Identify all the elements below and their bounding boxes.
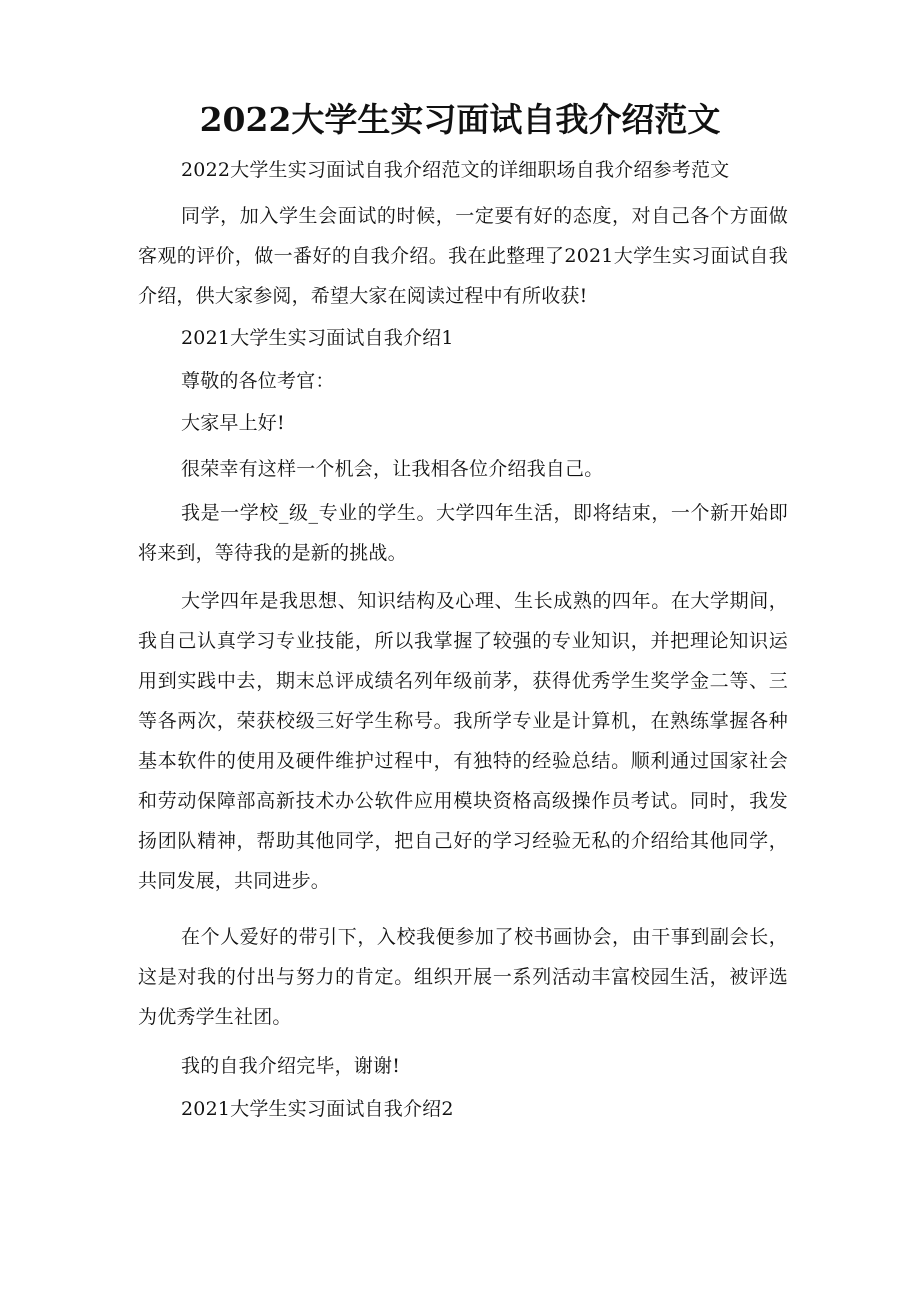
paragraph-university-years: 大学四年是我思想、知识结构及心理、生长成熟的四年。在大学期间，我自己认真学习专业技能，所以我掌握了较强的专业知识，并把理论知识运用到实践中去，期末总评成绩名列年级前茅，获得优秀学生奖学金二等、三等各两次，荣获校级三好学生称号。我所学专业是计算机，在熟练掌握各种基本软件的使用及硬件维护过程中，有独特的经验总结。顺利通过国家社会和劳动保障部高新技术办公软件应用模块资格高级操作员考试。同时，我发扬团队精神，帮助其他同学，把自己好的学习经验无私的介绍给其他同学，共同发展，共同进步。 (138, 590, 788, 892)
document-title: 2022大学生实习面试自我介绍范文 (199, 100, 721, 139)
paragraph-hobbies: 在个人爱好的带引下，入校我便参加了校书画协会，由干事到副会长，这是对我的付出与努力的肯定。组织开展一系列活动丰富校园生活，被评选为优秀学生社团。 (138, 926, 788, 1028)
paragraph-greeting: 大家早上好! (181, 412, 285, 434)
paragraph-opening: 很荣幸有这样一个机会，让我相各位介绍我自己。 (181, 458, 604, 480)
paragraph-section-heading-1: 2021大学生实习面试自我介绍1 (181, 327, 454, 349)
paragraph-closing: 我的自我介绍完毕，谢谢! (181, 1055, 401, 1077)
paragraph-subtitle: 2022大学生实习面试自我介绍范文的详细职场自我介绍参考范文 (181, 159, 730, 181)
paragraph-intro: 同学，加入学生会面试的时候，一定要有好的态度，对自己各个方面做客观的评价，做一番好的自我介绍。我在此整理了2021大学生实习面试自我介绍，供大家参阅，希望大家在阅读过程中有所收获! (138, 205, 788, 307)
paragraph-section-heading-2: 2021大学生实习面试自我介绍2 (181, 1098, 454, 1120)
paragraph-background: 我是一学校_级_专业的学生。大学四年生活，即将结束，一个新开始即将来到，等待我的是新的挑战。 (138, 502, 788, 564)
paragraph-salutation: 尊敬的各位考官： (181, 370, 335, 392)
